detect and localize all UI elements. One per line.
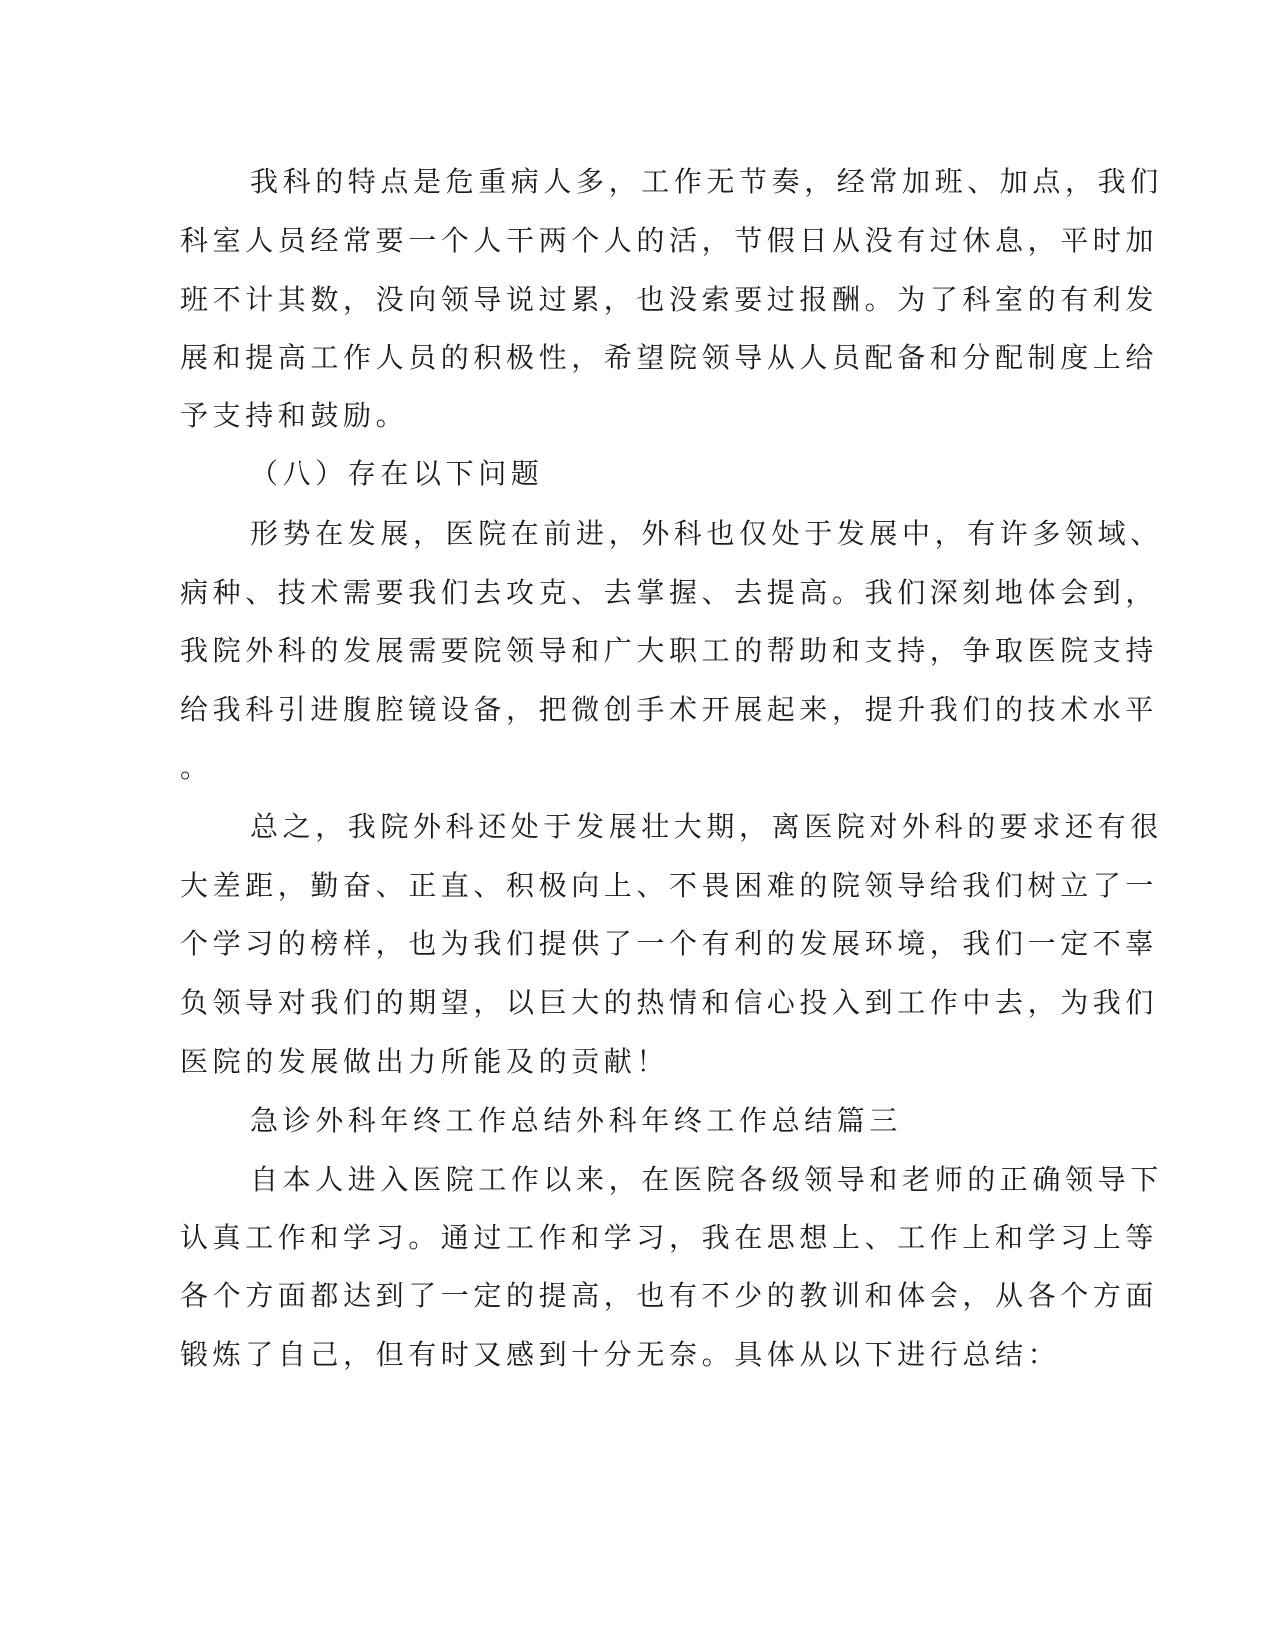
paragraph-3-line-3: 个学习的榜样，也为我们提供了一个有利的发展环境，我们一定不辜	[180, 927, 1159, 960]
paragraph-3-line-2: 大差距，勤奋、正直、积极向上、不畏困难的院领导给我们树立了一	[180, 869, 1159, 902]
paragraph-2-line-4: 给我科引进腹腔镜设备，把微创手术开展起来，提升我们的技术水平	[180, 693, 1159, 726]
paragraph-1-line-2: 科室人员经常要一个人干两个人的活，节假日从没有过休息，平时加	[180, 224, 1159, 257]
paragraph-2-line-3: 我院外科的发展需要院领导和广大职工的帮助和支持，争取医院支持	[180, 634, 1159, 667]
paragraph-3-line-1: 总之，我院外科还处于发展壮大期，离医院对外科的要求还有很	[250, 810, 1163, 843]
paragraph-3-line-5: 医院的发展做出力所能及的贡献！	[180, 1045, 670, 1078]
paragraph-4-line-3: 各个方面都达到了一定的提高，也有不少的教训和体会，从各个方面	[180, 1279, 1159, 1312]
paragraph-2-line-1: 形势在发展，医院在前进，外科也仅处于发展中，有许多领域、	[250, 517, 1163, 550]
paragraph-1-line-1: 我科的特点是危重病人多，工作无节奏，经常加班、加点，我们	[250, 165, 1163, 198]
paragraph-2-line-2: 病种、技术需要我们去攻克、去掌握、去提高。我们深刻地体会到，	[180, 576, 1159, 609]
heading-problems: （八）存在以下问题	[250, 457, 544, 490]
paragraph-4-line-2: 认真工作和学习。通过工作和学习，我在思想上、工作上和学习上等	[180, 1221, 1159, 1254]
paragraph-4-line-1: 自本人进入医院工作以来，在医院各级领导和老师的正确领导下	[250, 1163, 1163, 1196]
paragraph-4-line-4: 锻炼了自己，但有时又感到十分无奈。具体从以下进行总结：	[180, 1338, 1061, 1371]
paragraph-3-line-4: 负领导对我们的期望，以巨大的热情和信心投入到工作中去，为我们	[180, 986, 1159, 1019]
paragraph-1-line-3: 班不计其数，没向领导说过累，也没索要过报酬。为了科室的有利发	[180, 283, 1159, 316]
paragraph-1-line-4: 展和提高工作人员的积极性，希望院领导从人员配备和分配制度上给	[180, 341, 1159, 374]
paragraph-2-line-5: 。	[180, 751, 213, 784]
paragraph-1-line-5: 予支持和鼓励。	[180, 399, 409, 432]
section-title: 急诊外科年终工作总结外科年终工作总结篇三	[250, 1104, 903, 1137]
